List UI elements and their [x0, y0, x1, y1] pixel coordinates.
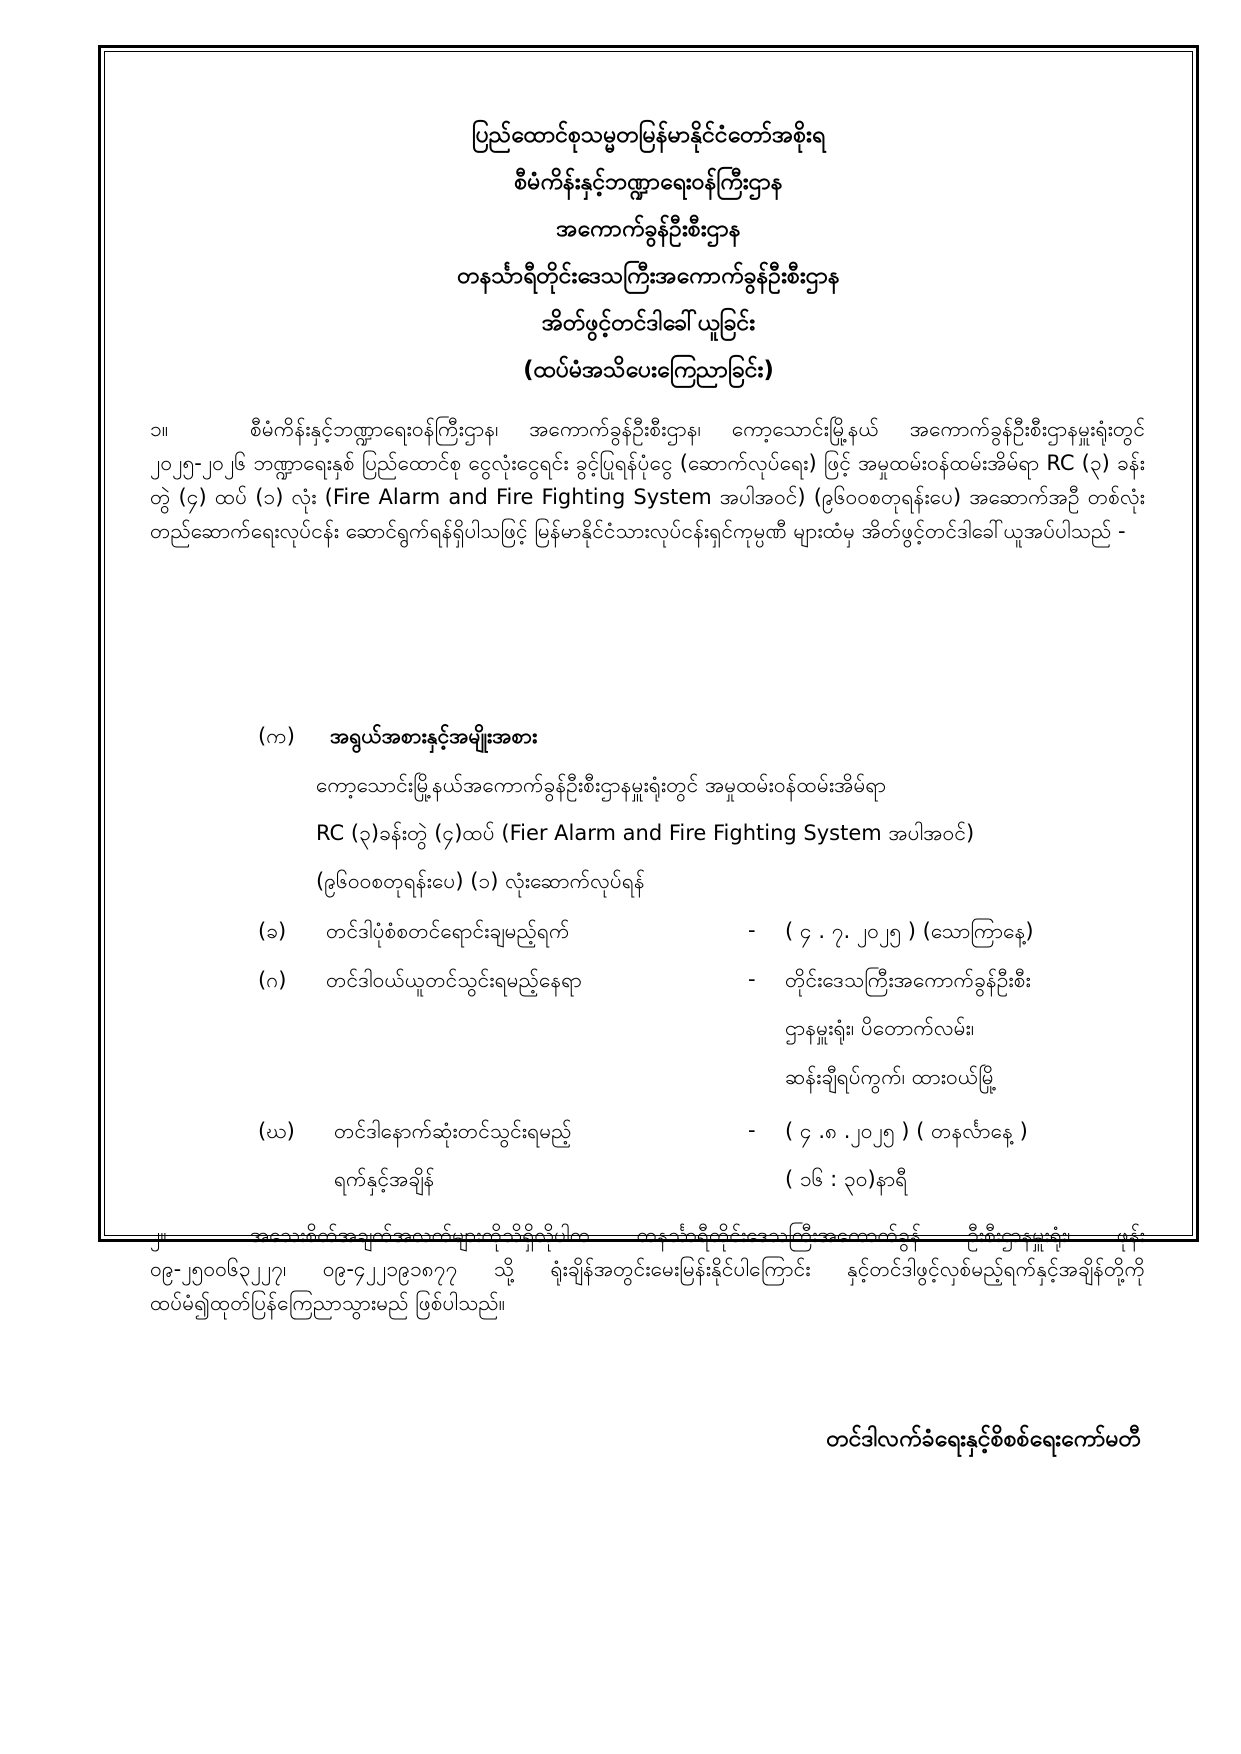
header-line-tender-title: အိတ်ဖွင့်တင်ဒါခေါ်ယူခြင်း: [541, 310, 756, 336]
para1-text: စီမံကိန်းနှင့်ဘဏ္ဍာရေးဝန်ကြီးဌာန၊ အကောက်ခွန်ဦးစီးဌာန၊ ကော့သောင်းမြို့နယ် အကောက်ခွန်ဦးစီးဌာနမှူးရုံးတွင် ၂၀၂၅-၂၀၂၆ ဘဏ္ဍာရေးနှစ် ပြည်ထောင်စု ငွေလုံးငွေရင်း ခွင့်ပြုရန်ပုံငွေ (ဆောက်လုပ်ရေး) ဖြင့် အမှုထမ်းဝန်ထမ်းအိမ်ရာ RC (၃) ခန်းတွဲ (၄) ထပ် (၁) လုံး (Fire Alarm and Fire Fighting System အပါအဝင်) (၉၆၀၀စတုရန်းပေ) အဆောက်အဦ တစ်လုံးတည်ဆောက်ရေးလုပ်ငန်း ဆောင်ရွက်ရန်ရှိပါသဖြင့် မြန်မာနိုင်ငံသားလုပ်ငန်းရှင်ကုမ္ပဏီ များထံမှ အိတ်ဖွင့်တင်ဒါခေါ်ယူအပ်ပါသည် -: [150, 417, 1145, 543]
header-line-notice: (ထပ်မံအသိပေးကြေညာခြင်း): [523, 357, 774, 383]
item-kha-dash: -: [748, 918, 756, 942]
item-kha-value: ( ၄ . ၇. ၂၀၂၅ ) (သောကြာနေ့): [785, 919, 1034, 943]
item-gha-title-line1: တင်ဒါနောက်ဆုံးတင်သွင်းရမည့်: [334, 1119, 572, 1143]
header-line-ministry: စီမံကိန်းနှင့်ဘဏ္ဍာရေးဝန်ကြီးဌာန: [514, 169, 783, 195]
item-ga-value-line2: ဌာနမှူးရုံး၊ ပိတောက်လမ်း၊: [785, 1016, 975, 1040]
header-line-regional-department: တနင်္သာရီတိုင်းဒေသကြီးအကောက်ခွန်ဦးစီးဌာန: [457, 263, 840, 289]
item-ga-value-line3: ဆန်းချီရပ်ကွက်၊ ထားဝယ်မြို့: [785, 1065, 997, 1089]
item-ka-label: (က): [258, 724, 295, 748]
item-gha-dash: -: [748, 1118, 756, 1142]
para1-number: ၁။: [150, 417, 169, 441]
header-line-government: ပြည်ထောင်စုသမ္မတမြန်မာနိုင်ငံတော်အစိုးရ: [471, 122, 826, 148]
item-ga-label: (ဂ): [258, 968, 287, 992]
item-gha-value-line1: ( ၄ .၈ .၂၀၂၅ ) ( တနင်္လာနေ့ ): [785, 1119, 1028, 1143]
item-ga-title: တင်ဒါဝယ်ယူတင်သွင်းရမည့်နေရာ: [326, 968, 582, 992]
header-line-department: အကောက်ခွန်ဦးစီးဌာန: [556, 216, 741, 242]
item-gha-label: (ဃ): [258, 1119, 295, 1143]
signature-committee: တင်ဒါလက်ခံရေးနှင့်စိစစ်ရေးကော်မတီ: [826, 1426, 1141, 1452]
para2-number: ၂။: [150, 1223, 167, 1247]
para2-text: အသေးစိတ်အချက်အလက်များကိုသိရှိလိုပါက တနင်္သာရီတိုင်းဒေသကြီးအကောက်ခွန် ဦးစီးဌာနမှူးရုံး၊ ဖုန်း ၀၉-၂၅၀၀၆၃၂၂၇၊ ၀၉-၄၂၂၁၉၁၈၇၇ သို့ ရုံးချိန်အတွင်းမေးမြန်းနိုင်ပါကြောင်း နှင့်တင်ဒါဖွင့်လှစ်မည့်ရက်နှင့်အချိန်တို့ကို ထပ်မံ၍ထုတ်ပြန်ကြေညာသွားမည် ဖြစ်ပါသည်။: [150, 1223, 1145, 1315]
item-ga-dash: -: [748, 967, 756, 991]
item-ka-desc-line1: ကော့သောင်းမြို့နယ်အကောက်ခွန်ဦးစီးဌာနမှူးရုံးတွင် အမှုထမ်းဝန်ထမ်းအိမ်ရာ: [316, 773, 887, 797]
item-kha-label: (ခ): [258, 919, 287, 943]
item-gha-value-line2: ( ၁၆ : ၃၀)နာရီ: [785, 1167, 908, 1191]
item-ga-value-line1: တိုင်းဒေသကြီးအကောက်ခွန်ဦးစီး: [785, 968, 1031, 992]
item-gha-title-line2: ရက်နှင့်အချိန်: [334, 1167, 435, 1191]
item-kha-title: တင်ဒါပုံစံစတင်ရောင်းချမည့်ရက်: [326, 919, 570, 943]
item-ka-desc-line2: RC (၃)ခန်းတွဲ (၄)ထပ် (Fier Alarm and Fire Fighting System အပါအဝင်): [316, 821, 975, 845]
item-ka-desc-line3: (၉၆၀၀စတုရန်းပေ) (၁) လုံးဆောက်လုပ်ရန်: [316, 869, 645, 893]
item-ka-title: အရွယ်အစားနှင့်အမျိုးအစား: [330, 724, 538, 748]
